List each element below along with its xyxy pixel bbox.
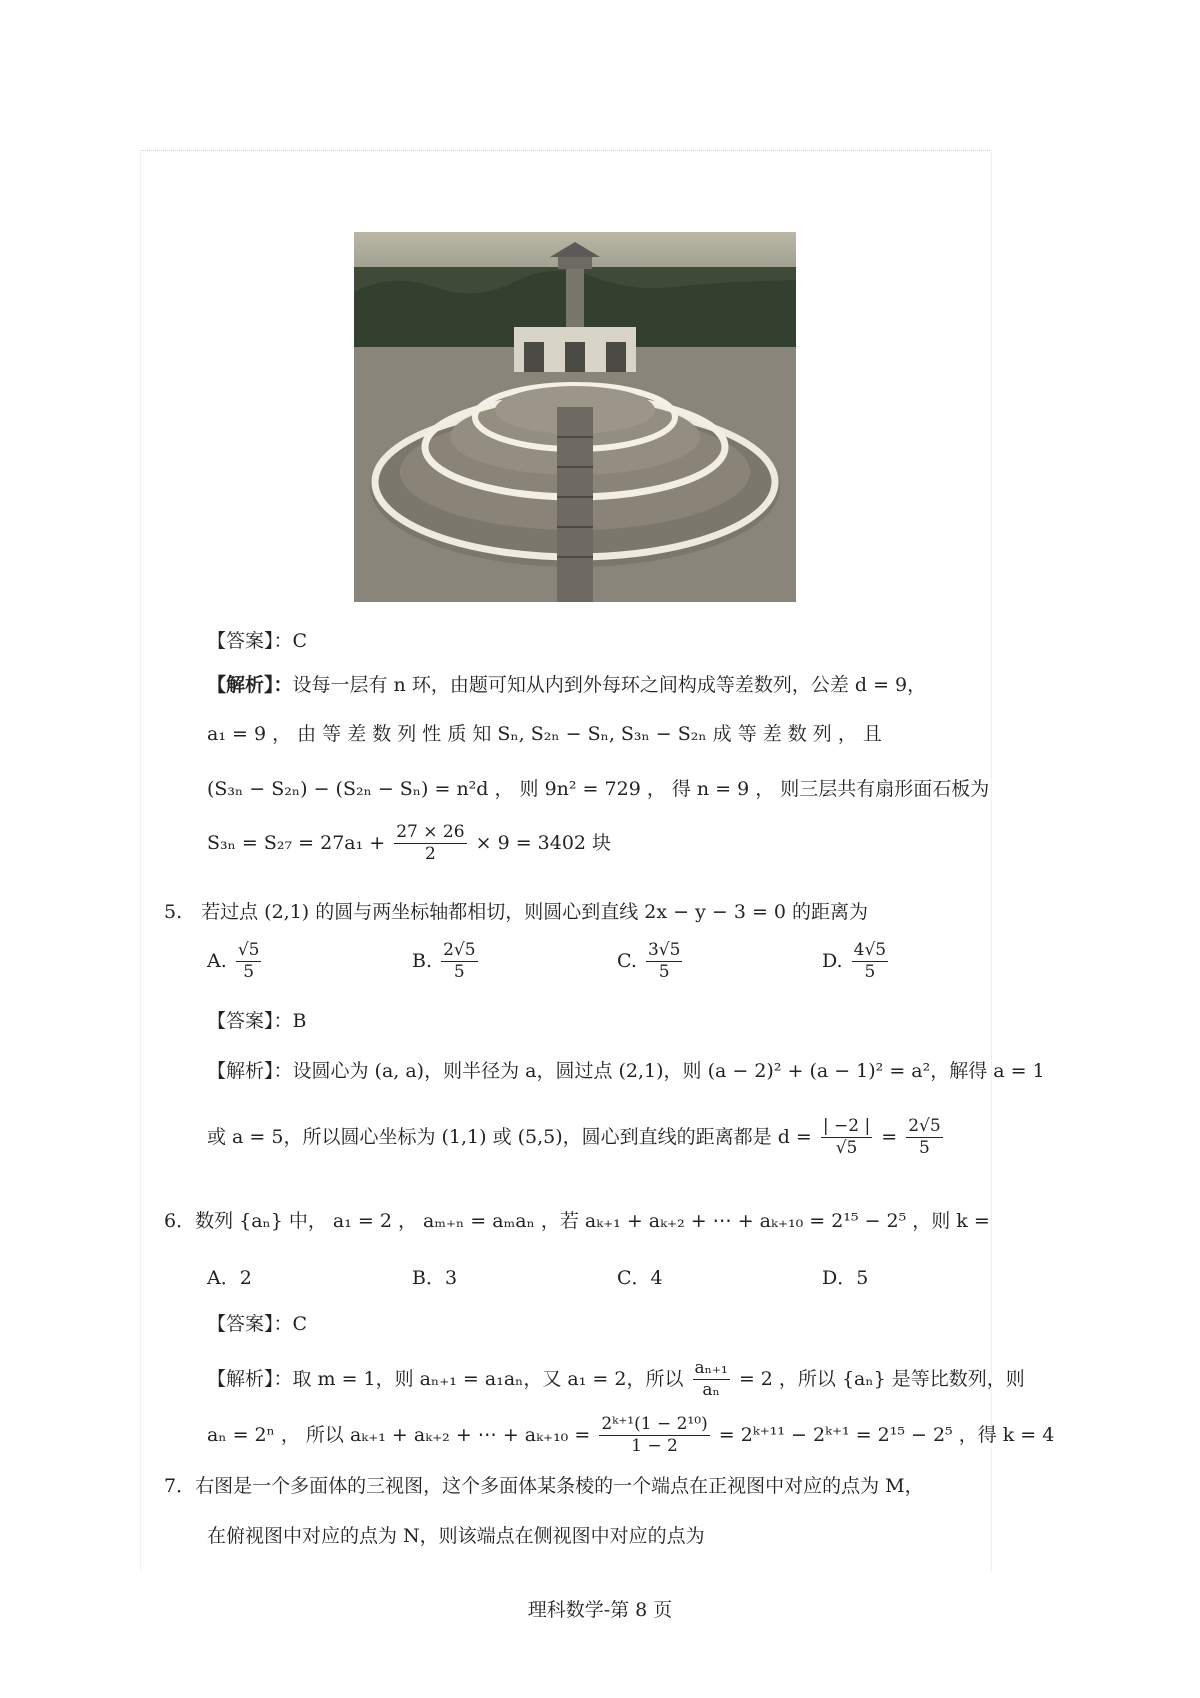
option-fraction xyxy=(441,940,477,984)
q4-analysis-line1 xyxy=(207,676,926,695)
option-label: A. xyxy=(207,949,227,972)
fraction-denominator: 5 xyxy=(646,961,682,983)
q6-analysis-line1 xyxy=(207,1358,1025,1402)
page-footer: 理科数学-第 8 页 xyxy=(527,1599,673,1621)
q4-fraction xyxy=(394,822,466,866)
q4-analysis-line2: a₁ = 9 ， 由 等 差 数 列 性 质 知 Sₙ, S₂ₙ − Sₙ, S₃ₙ − S₂ₙ 成 等 差 数 列 ， 且 xyxy=(207,723,882,745)
q6-analysis-text2b: = 2ᵏ⁺¹¹ − 2ᵏ⁺¹ = 2¹⁵ − 2⁵ ，得 k = 4 xyxy=(718,1423,1055,1446)
q4-analysis-text1: 设每一层有 n 环，由题可知从内到外每环之间构成等差数列，公差 d = 9， xyxy=(292,674,927,696)
fraction-denominator: 5 xyxy=(852,961,888,983)
fraction-numerator: | −2 | xyxy=(822,1116,871,1136)
option-label: D. xyxy=(822,949,843,972)
q6-analysis-text2a: aₙ = 2ⁿ ， 所以 aₖ₊₁ + aₖ₊₂ + ⋯ + aₖ₊₁₀ = xyxy=(207,1423,591,1446)
q5-option-b[interactable] xyxy=(412,940,481,984)
q6-sum-fraction xyxy=(599,1414,709,1458)
q6-option-c[interactable]: C．4 xyxy=(617,1267,663,1289)
q7-stem-line2: 在俯视图中对应的点为 N，则该端点在侧视图中对应的点为 xyxy=(207,1525,705,1547)
fraction-numerator: 2ᵏ⁺¹(1 − 2¹⁰) xyxy=(601,1414,708,1434)
q6-analysis-line2 xyxy=(207,1414,1054,1458)
fraction-numerator: 2√5 xyxy=(908,1116,941,1136)
q4-fraction-numerator: 27 × 26 xyxy=(396,822,465,842)
q5-analysis-text: 或 a = 5，所以圆心坐标为 (1,1) 或 (5,5)，圆心到直线的距离都是 d = xyxy=(207,1125,812,1148)
option-fraction xyxy=(852,940,888,984)
q5-analysis-line1: 【解析】：设圆心为 (a, a)，则半径为 a，圆过点 (2,1)，则 (a − 2)² + (a − 1)² = a²，解得 a = 1 xyxy=(207,1060,1045,1082)
q6-answer: 【答案】：C xyxy=(207,1313,308,1335)
equals-sign: = xyxy=(881,1125,898,1148)
q4-analysis-line3: (S₃ₙ − S₂ₙ) − (S₂ₙ − Sₙ) = n²d ， 则 9n² = 729 ， 得 n = 9 ， 则三层共有扇形面石板为 xyxy=(207,778,990,800)
option-label: B. xyxy=(412,949,433,972)
fraction-numerator: aₙ₊₁ xyxy=(694,1358,728,1378)
q6-option-d[interactable]: D．5 xyxy=(822,1267,869,1289)
q6-analysis-text1a: 【解析】：取 m = 1，则 aₙ₊₁ = a₁aₙ，又 a₁ = 2，所以 xyxy=(207,1367,684,1390)
q5-option-c[interactable] xyxy=(617,940,685,984)
q4-fraction-denominator: 2 xyxy=(394,843,466,865)
q4-analysis-line4 xyxy=(207,822,611,866)
q4-formula-left: S₃ₙ = S₂₇ = 27a₁ + xyxy=(207,831,386,854)
q5-answer: 【答案】：B xyxy=(207,1010,307,1032)
q6-option-b[interactable]: B．3 xyxy=(412,1267,458,1289)
q5-result-fraction xyxy=(906,1116,942,1160)
fraction-denominator: 5 xyxy=(906,1137,942,1159)
altar-photo xyxy=(354,232,796,602)
fraction-numerator: 4√5 xyxy=(853,940,887,960)
fraction-denominator: 5 xyxy=(441,961,477,983)
q6-option-a[interactable]: A．2 xyxy=(207,1267,252,1289)
q5-option-d[interactable] xyxy=(822,940,891,984)
q6-analysis-text1b: = 2 ，所以 {aₙ} 是等比数列，则 xyxy=(738,1367,1025,1390)
analysis-label: 【解析】： xyxy=(207,674,293,696)
fraction-denominator: √5 xyxy=(821,1137,872,1159)
fraction-numerator: √5 xyxy=(237,940,260,960)
fraction-denominator: 5 xyxy=(236,961,262,983)
option-fraction xyxy=(646,940,682,984)
q6-ratio-fraction xyxy=(693,1358,730,1402)
q5-analysis-line2 xyxy=(207,1116,946,1160)
q4-answer: 【答案】：C xyxy=(207,630,308,652)
q5-distance-fraction xyxy=(821,1116,872,1160)
q4-formula-right: × 9 = 3402 块 xyxy=(475,831,612,854)
fraction-numerator: 3√5 xyxy=(647,940,681,960)
option-fraction xyxy=(236,940,262,984)
q6-stem: 6．数列 {aₙ} 中， a₁ = 2 ， aₘ₊ₙ = aₘaₙ ，若 aₖ₊₁ + aₖ₊₂ + ⋯ + aₖ₊₁₀ = 2¹⁵ − 2⁵ ，则 k = xyxy=(164,1210,990,1232)
fraction-denominator: aₙ xyxy=(693,1379,730,1401)
q5-option-a[interactable] xyxy=(207,940,264,984)
q7-stem-line1: 7．右图是一个多面体的三视图，这个多面体某条棱的一个端点在正视图中对应的点为 M， xyxy=(164,1475,924,1497)
fraction-numerator: 2√5 xyxy=(443,940,476,960)
q5-stem: 5. 若过点 (2,1) 的圆与两坐标轴都相切，则圆心到直线 2x − y − 3 = 0 的距离为 xyxy=(164,901,869,923)
fraction-denominator: 1 − 2 xyxy=(599,1435,709,1457)
option-label: C. xyxy=(617,949,637,972)
